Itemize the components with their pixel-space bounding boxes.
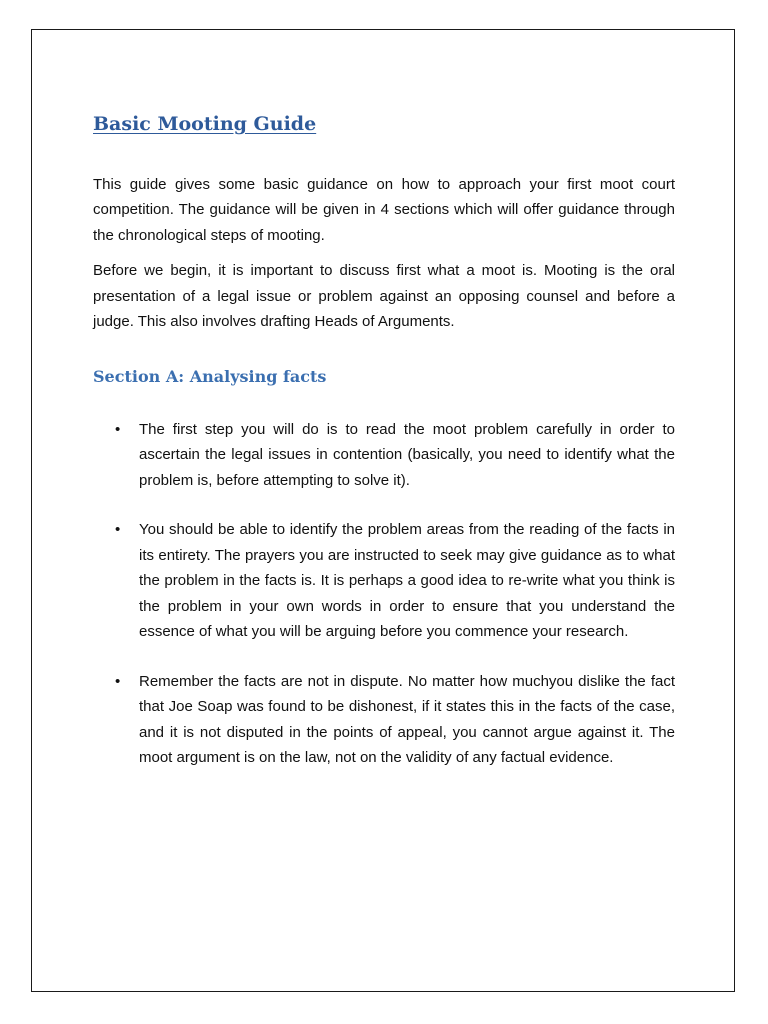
section-a-heading: Section A: Analysing facts bbox=[93, 366, 327, 386]
document-page bbox=[31, 29, 735, 992]
intro-paragraph: This guide gives some basic guidance on how to approach your first moot court competition. The guidance will be given in 4 sections which will offer guidance through the chronological steps of mooting. bbox=[93, 175, 675, 244]
list-item bbox=[93, 669, 675, 771]
bullet-text: Remember the facts are not in dispute. No matter how muchyou dislike the fact that Joe Soap was found to be dishonest, if it states this in the facts of the case, and it is not disputed in the points of appeal, you cannot argue against it. The moot argument is on the law, not on the validity of any factual evidence. bbox=[139, 672, 675, 767]
moot-definition-paragraph: Before we begin, it is important to discuss first what a moot is. Mooting is the oral presentation of a legal issue or problem against an opposing counsel and before a judge. This also involves drafting Heads of Arguments. bbox=[93, 262, 675, 331]
bullet-icon: • bbox=[115, 672, 121, 690]
bullet-icon: • bbox=[115, 521, 121, 539]
bullet-icon: • bbox=[115, 420, 121, 438]
document-content bbox=[93, 113, 675, 795]
bullet-text: The first step you will do is to read the moot problem carefully in order to ascertain the legal issues in contention (basically, you need to identify what the problem is, before attempting to solve it). bbox=[139, 420, 675, 489]
bullet-text: You should be able to identify the problem areas from the reading of the facts in its entirety. The prayers you are instructed to seek may give guidance as to what the problem in the facts is. It is perhaps a good idea to re-write what you think is the problem in your own words in order to ensure that you understand the essence of what you will be arguing before you commence your research. bbox=[139, 521, 675, 641]
document-title: Basic Mooting Guide bbox=[93, 113, 317, 135]
list-item bbox=[93, 417, 675, 494]
section-a-bullet-list bbox=[93, 417, 675, 771]
list-item bbox=[93, 517, 675, 645]
